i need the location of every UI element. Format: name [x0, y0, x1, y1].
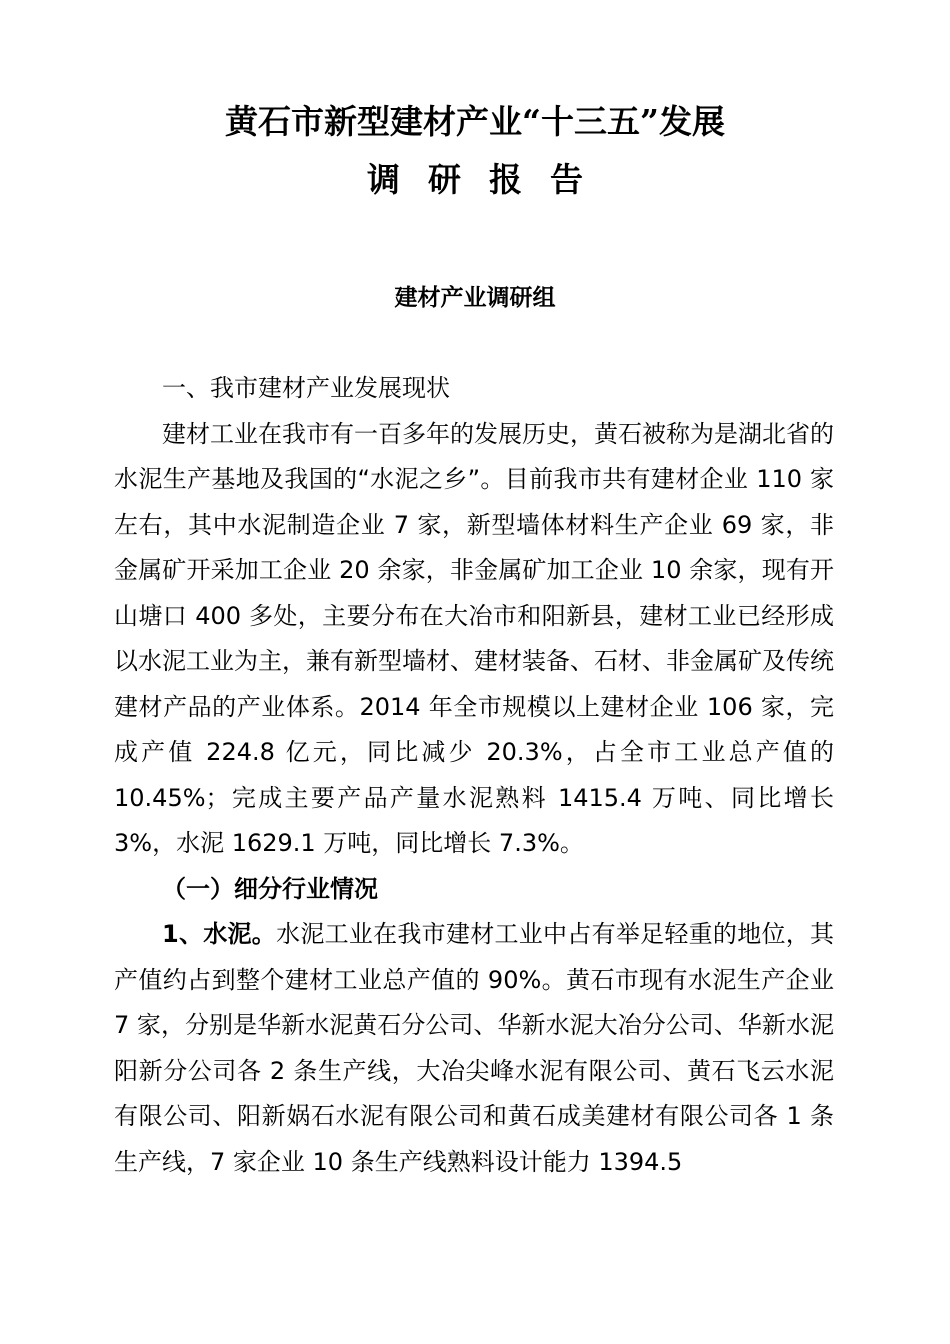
- subsection-heading: （一）细分行业情况: [162, 874, 378, 903]
- item-text: 水泥工业在我市建材工业中占有举足轻重的地位，其产值约占到整个建材工业总产值的 90%。黄石市现有水泥生产企业 7 家，分别是华新水泥黄石分公司、华新水泥大冶分公司、华新水泥阳新分公司各 2 条生产线，大冶尖峰水泥有限公司、黄石飞云水泥有限公司、阳新娲石水泥有限公司和黄石成美建材有限公司各 1 条生产线，7 家企业 10 条生产线熟料设计能力 1394.5: [114, 920, 835, 1176]
- document-body: [114, 366, 834, 1185]
- item-lead: 1、水泥。: [162, 920, 277, 948]
- paragraph: [114, 912, 834, 1185]
- author-group: 建材产业调研组: [394, 285, 556, 311]
- document-title: 黄石市新型建材产业“十三五”发展: [225, 102, 725, 141]
- section-heading: 一、我市建材产业发展现状: [162, 374, 450, 402]
- document-subtitle: 调研报告: [367, 160, 611, 199]
- paragraph: 建材工业在我市有一百多年的发展历史，黄石被称为是湖北省的水泥生产基地及我国的“水泥之乡”。目前我市共有建材企业 110 家左右，其中水泥制造企业 7 家，新型墙体材料生产企业 69 家，非金属矿开采加工企业 20 余家，非金属矿加工企业 10 余家，现有开山塘口 400 多处，主要分布在大冶市和阳新县，建材工业已经形成以水泥工业为主，兼有新型墙材、建材装备、石材、非金属矿及传统建材产品的产业体系。2014 年全市规模以上建材企业 106 家，完成产值 224.8 亿元，同比减少 20.3%，占全市工业总产值的 10.45%；完成主要产品产量水泥熟料 1415.4 万吨、同比增长 3%，水泥 1629.1 万吨，同比增长 7.3%。: [114, 419, 834, 857]
